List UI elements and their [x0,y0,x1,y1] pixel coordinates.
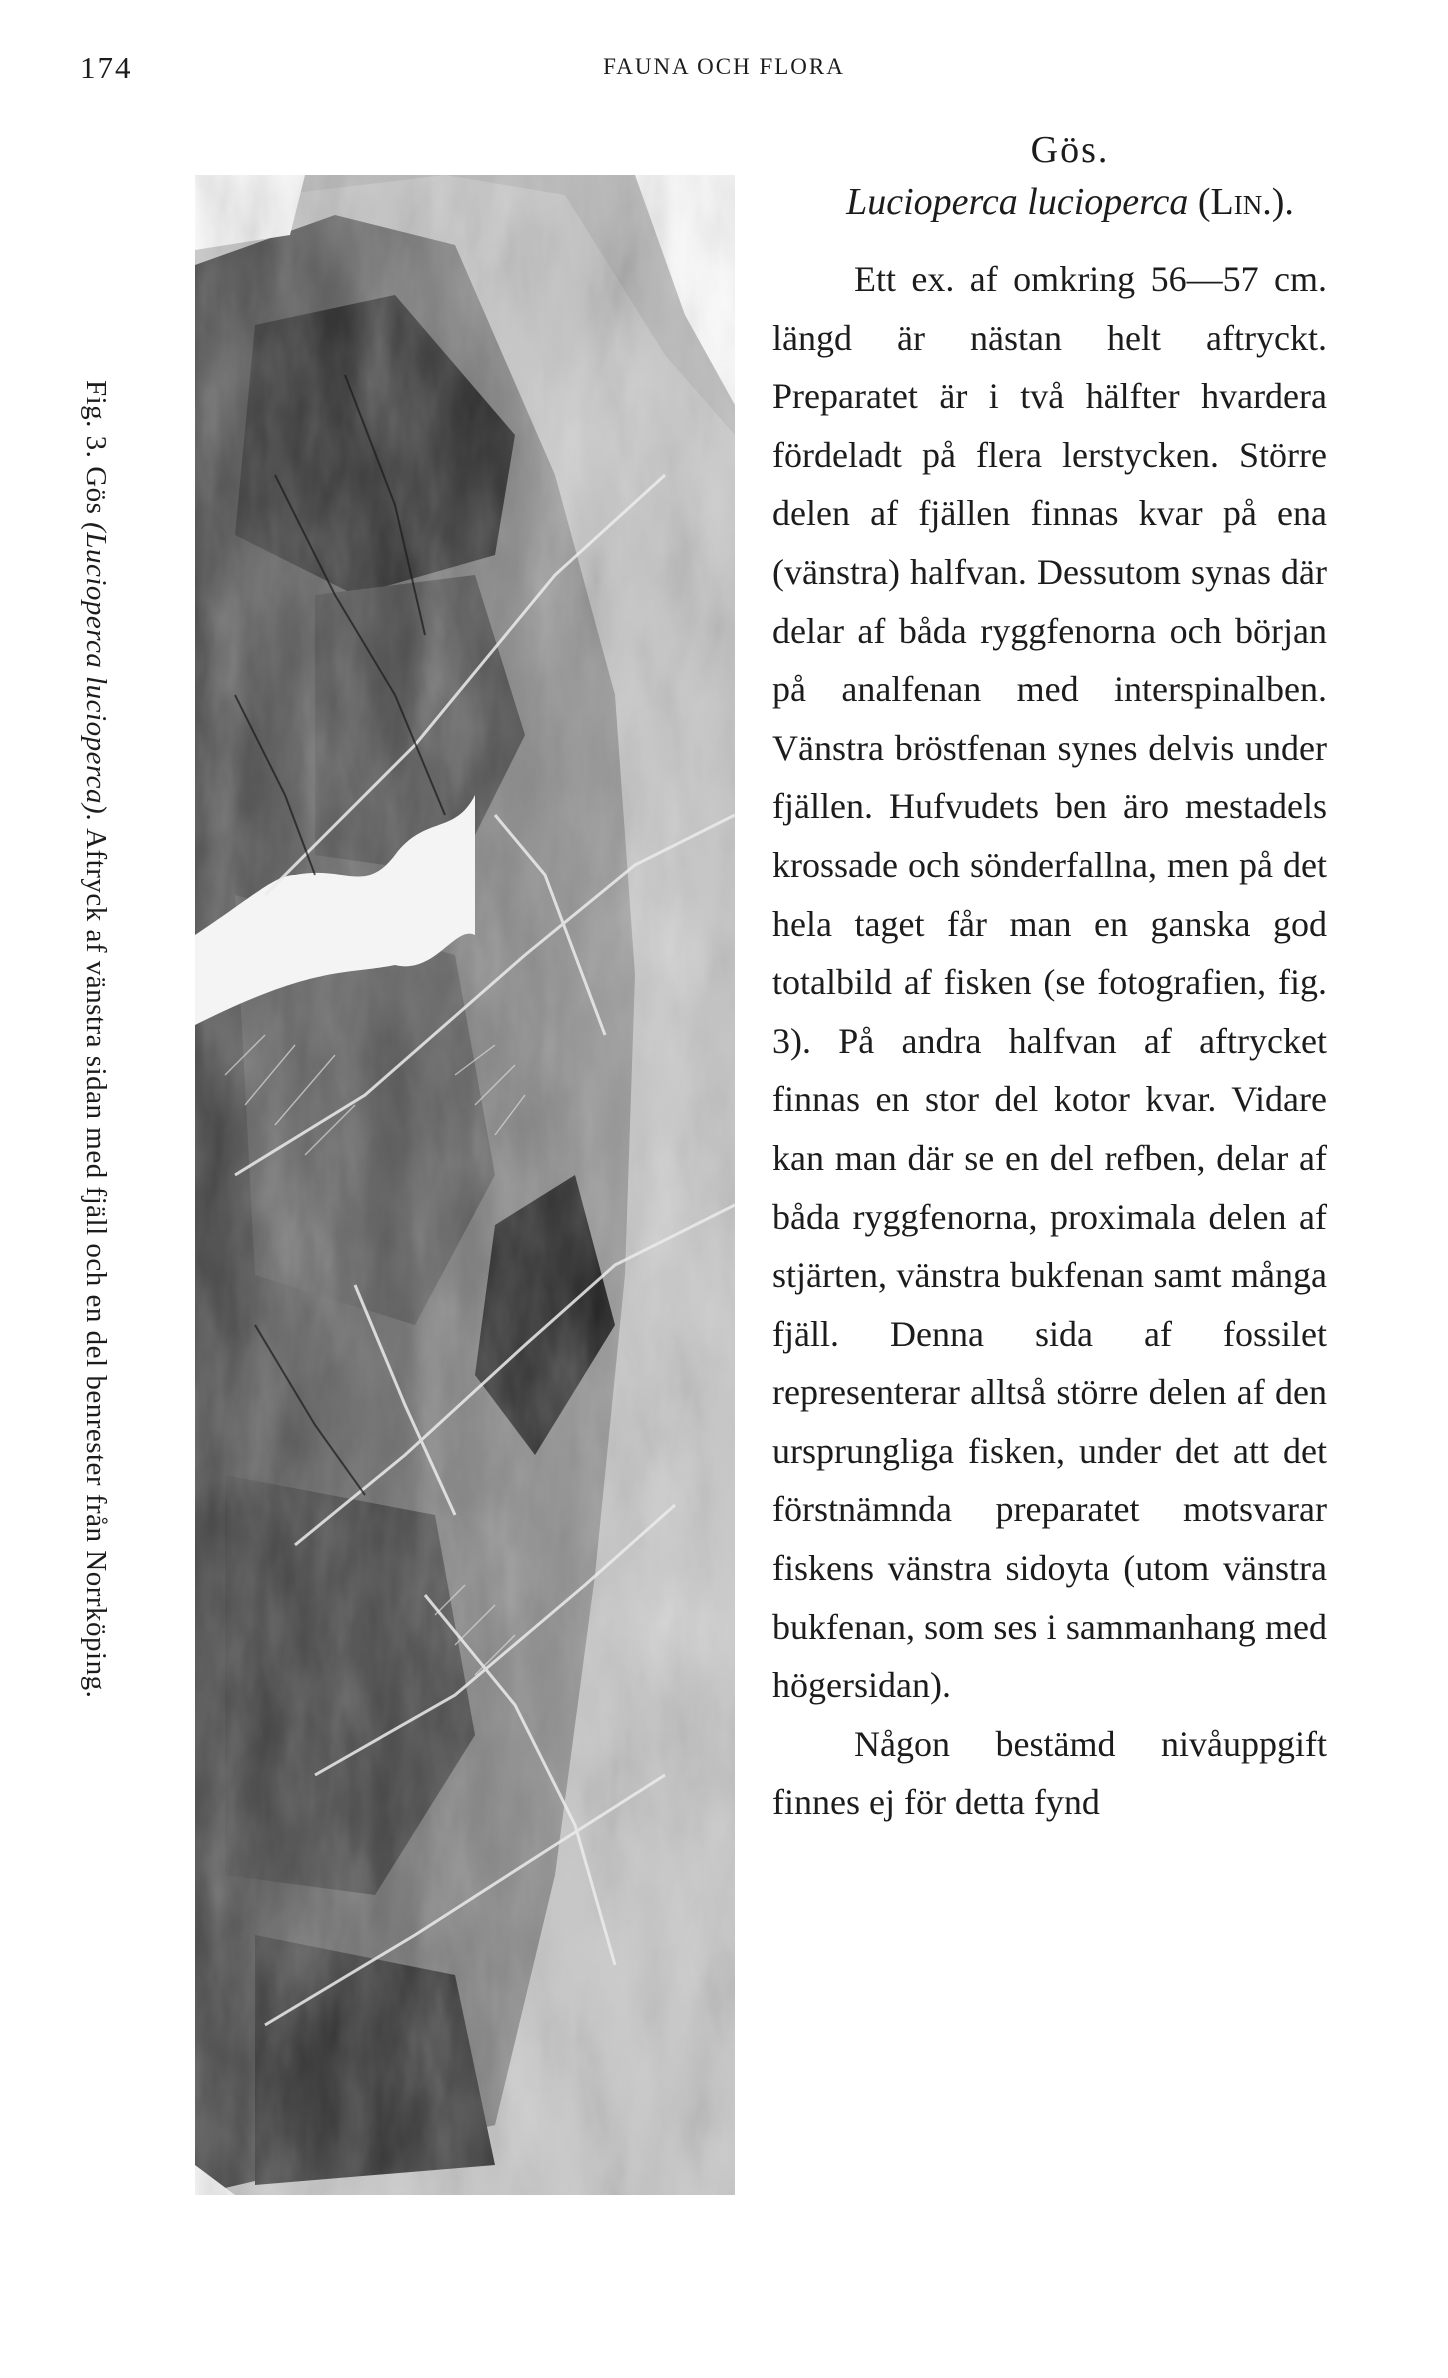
caption-species: Gös [80,466,112,515]
author-close: ). [1271,181,1294,223]
author-open: ( [1197,181,1211,223]
figure-caption [79,380,112,1698]
caption-latin: (Lucioperca lucioperca). [80,522,112,822]
page-number: 174 [80,50,133,85]
fossil-photograph [195,175,735,2195]
species-common-name: Gös. [1030,129,1110,171]
caption-rest: Aftryck af vänstra sidan med fjäll och en del benrester från Norrköping. [80,828,112,1699]
species-latin-name [770,180,1370,224]
species-author: Lin. [1210,181,1272,223]
body-paragraph-1: Ett ex. af omkring 56—57 cm. längd är nästan helt aftryckt. Preparatet är i två hälfter hvardera fördeladt på flera lerstycken. Större delen af fjällen finnas kvar på ena (vänstra) halfvan. Dessutom synas där delar af båda ryggfenorna och början på analfenan med interspinalben. Vänstra bröstfenan synes delvis under fjällen. Hufvudets ben äro mestadels krossade och sönderfallna, men på det hela taget får man en ganska god totalbild af fisken (se fotografien, fig. 3). På andra halfvan af aftrycket finnas en stor del kotor kvar. Vidare kan man där se en del refben, delar af båda ryggfenorna, proximala delen af stjärten, vänstra bukfenan samt många fjäll. Denna sida af fossilet representerar alltså större delen af den ursprungliga fisken, under det att det förstnämnda preparatet motsvarar fiskens vänstra sidoyta (utom vänstra bukfenan, som ses i sammanhang med högersidan). [772,259,1327,1706]
body-paragraph-2: Någon bestämd nivåuppgift finnes ej för detta fynd [772,1723,1327,1823]
species-latin-binomial: Lucioperca lucioperca [846,181,1189,223]
caption-label: Fig. 3. [80,380,112,459]
running-title: FAUNA OCH FLORA [603,54,845,79]
body-text [772,250,1327,1832]
